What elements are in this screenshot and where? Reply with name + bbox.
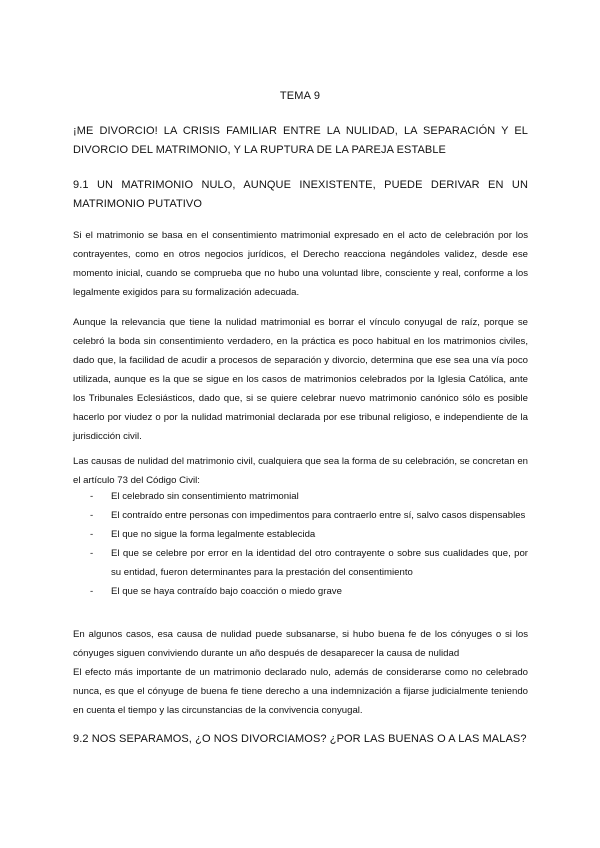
causes-list — [73, 487, 528, 601]
list-dash: - — [90, 510, 94, 521]
paragraph-effects: El efecto más importante de un matrimonio declarado nulo, además de considerarse como no celebrado nunca, es que el cónyuge de buena fe tiene derecho a una indemnización a fijarse judicialmente teniendo en cuenta el tiempo y las circunstancias de la convivencia conyugal. — [73, 667, 528, 716]
paragraph-nullity-relevance: Aunque la relevancia que tiene la nulidad matrimonial es borrar el vínculo conyugal de raíz, porque se celebró la boda sin consentimiento verdadero, en la práctica es poco habitual en los matrimonios civiles, dado que, la facilidad de acudir a procesos de separación y divorcio, determina que ese sea una vía poco utilizada, aunque es la que se sigue en los casos de matrimonios celebrados por la Iglesia Católica, ante los Tribunales Eclesiásticos, dado que, si se quiere celebrar nuevo matrimonio canónico sólo es posible hacerlo por viudez o por la nulidad matrimonial declarada por ese tribunal religioso, e independiente de la jurisdicción civil. — [73, 317, 528, 442]
list-item: - El celebrado sin consentimiento matrimonial — [73, 487, 528, 506]
list-item: - El que se haya contraído bajo coacción o miedo grave — [73, 582, 528, 601]
list-item: - El que se celebre por error en la identidad del otro contrayente o sobre sus cualidades que, por su entidad, fueron determinantes para la prestación del consentimiento — [73, 544, 528, 582]
list-dash: - — [90, 586, 94, 597]
paragraph-causes-intro: Las causas de nulidad del matrimonio civil, cualquiera que sea la forma de su celebración, se concretan en el artículo 73 del Código Civil: — [73, 456, 528, 486]
main-heading: ¡ME DIVORCIO! LA CRISIS FAMILIAR ENTRE LA NULIDAD, LA SEPARACIÓN Y EL DIVORCIO DEL MATRIMONIO, Y LA RUPTURA DE LA PAREJA ESTABLE — [73, 125, 528, 156]
list-item: - El que no sigue la forma legalmente establecida — [73, 525, 528, 544]
paragraph-subsanation: En algunos casos, esa causa de nulidad puede subsanarse, si hubo buena fe de los cónyuges o si los cónyuges siguen conviviendo durante un año después de desaparecer la causa de nulidad — [73, 629, 528, 659]
list-dash: - — [90, 548, 94, 559]
list-dash: - — [90, 529, 94, 540]
paragraph-consent: Si el matrimonio se basa en el consentimiento matrimonial expresado en el acto de celebración por los contrayentes, como en otros negocios jurídicos, el Derecho reacciona negándoles validez, desde ese momento inicial, cuando se comprueba que no hubo una voluntad libre, consciente y real, conforme a los legalmente exigidos para su formalización adecuada. — [73, 230, 528, 298]
document-title: TEMA 9 — [279, 90, 321, 102]
list-dash: - — [90, 491, 94, 502]
section-2-heading: 9.2 NOS SEPARAMOS, ¿O NOS DIVORCIAMOS? ¿POR LAS BUENAS O A LAS MALAS? — [73, 733, 527, 745]
list-item: - El contraído entre personas con impedimentos para contraerlo entre sí, salvo casos dispensables — [73, 506, 528, 525]
section-1-heading: 9.1 UN MATRIMONIO NULO, AUNQUE INEXISTENTE, PUEDE DERIVAR EN UN MATRIMONIO PUTATIVO — [73, 179, 528, 210]
